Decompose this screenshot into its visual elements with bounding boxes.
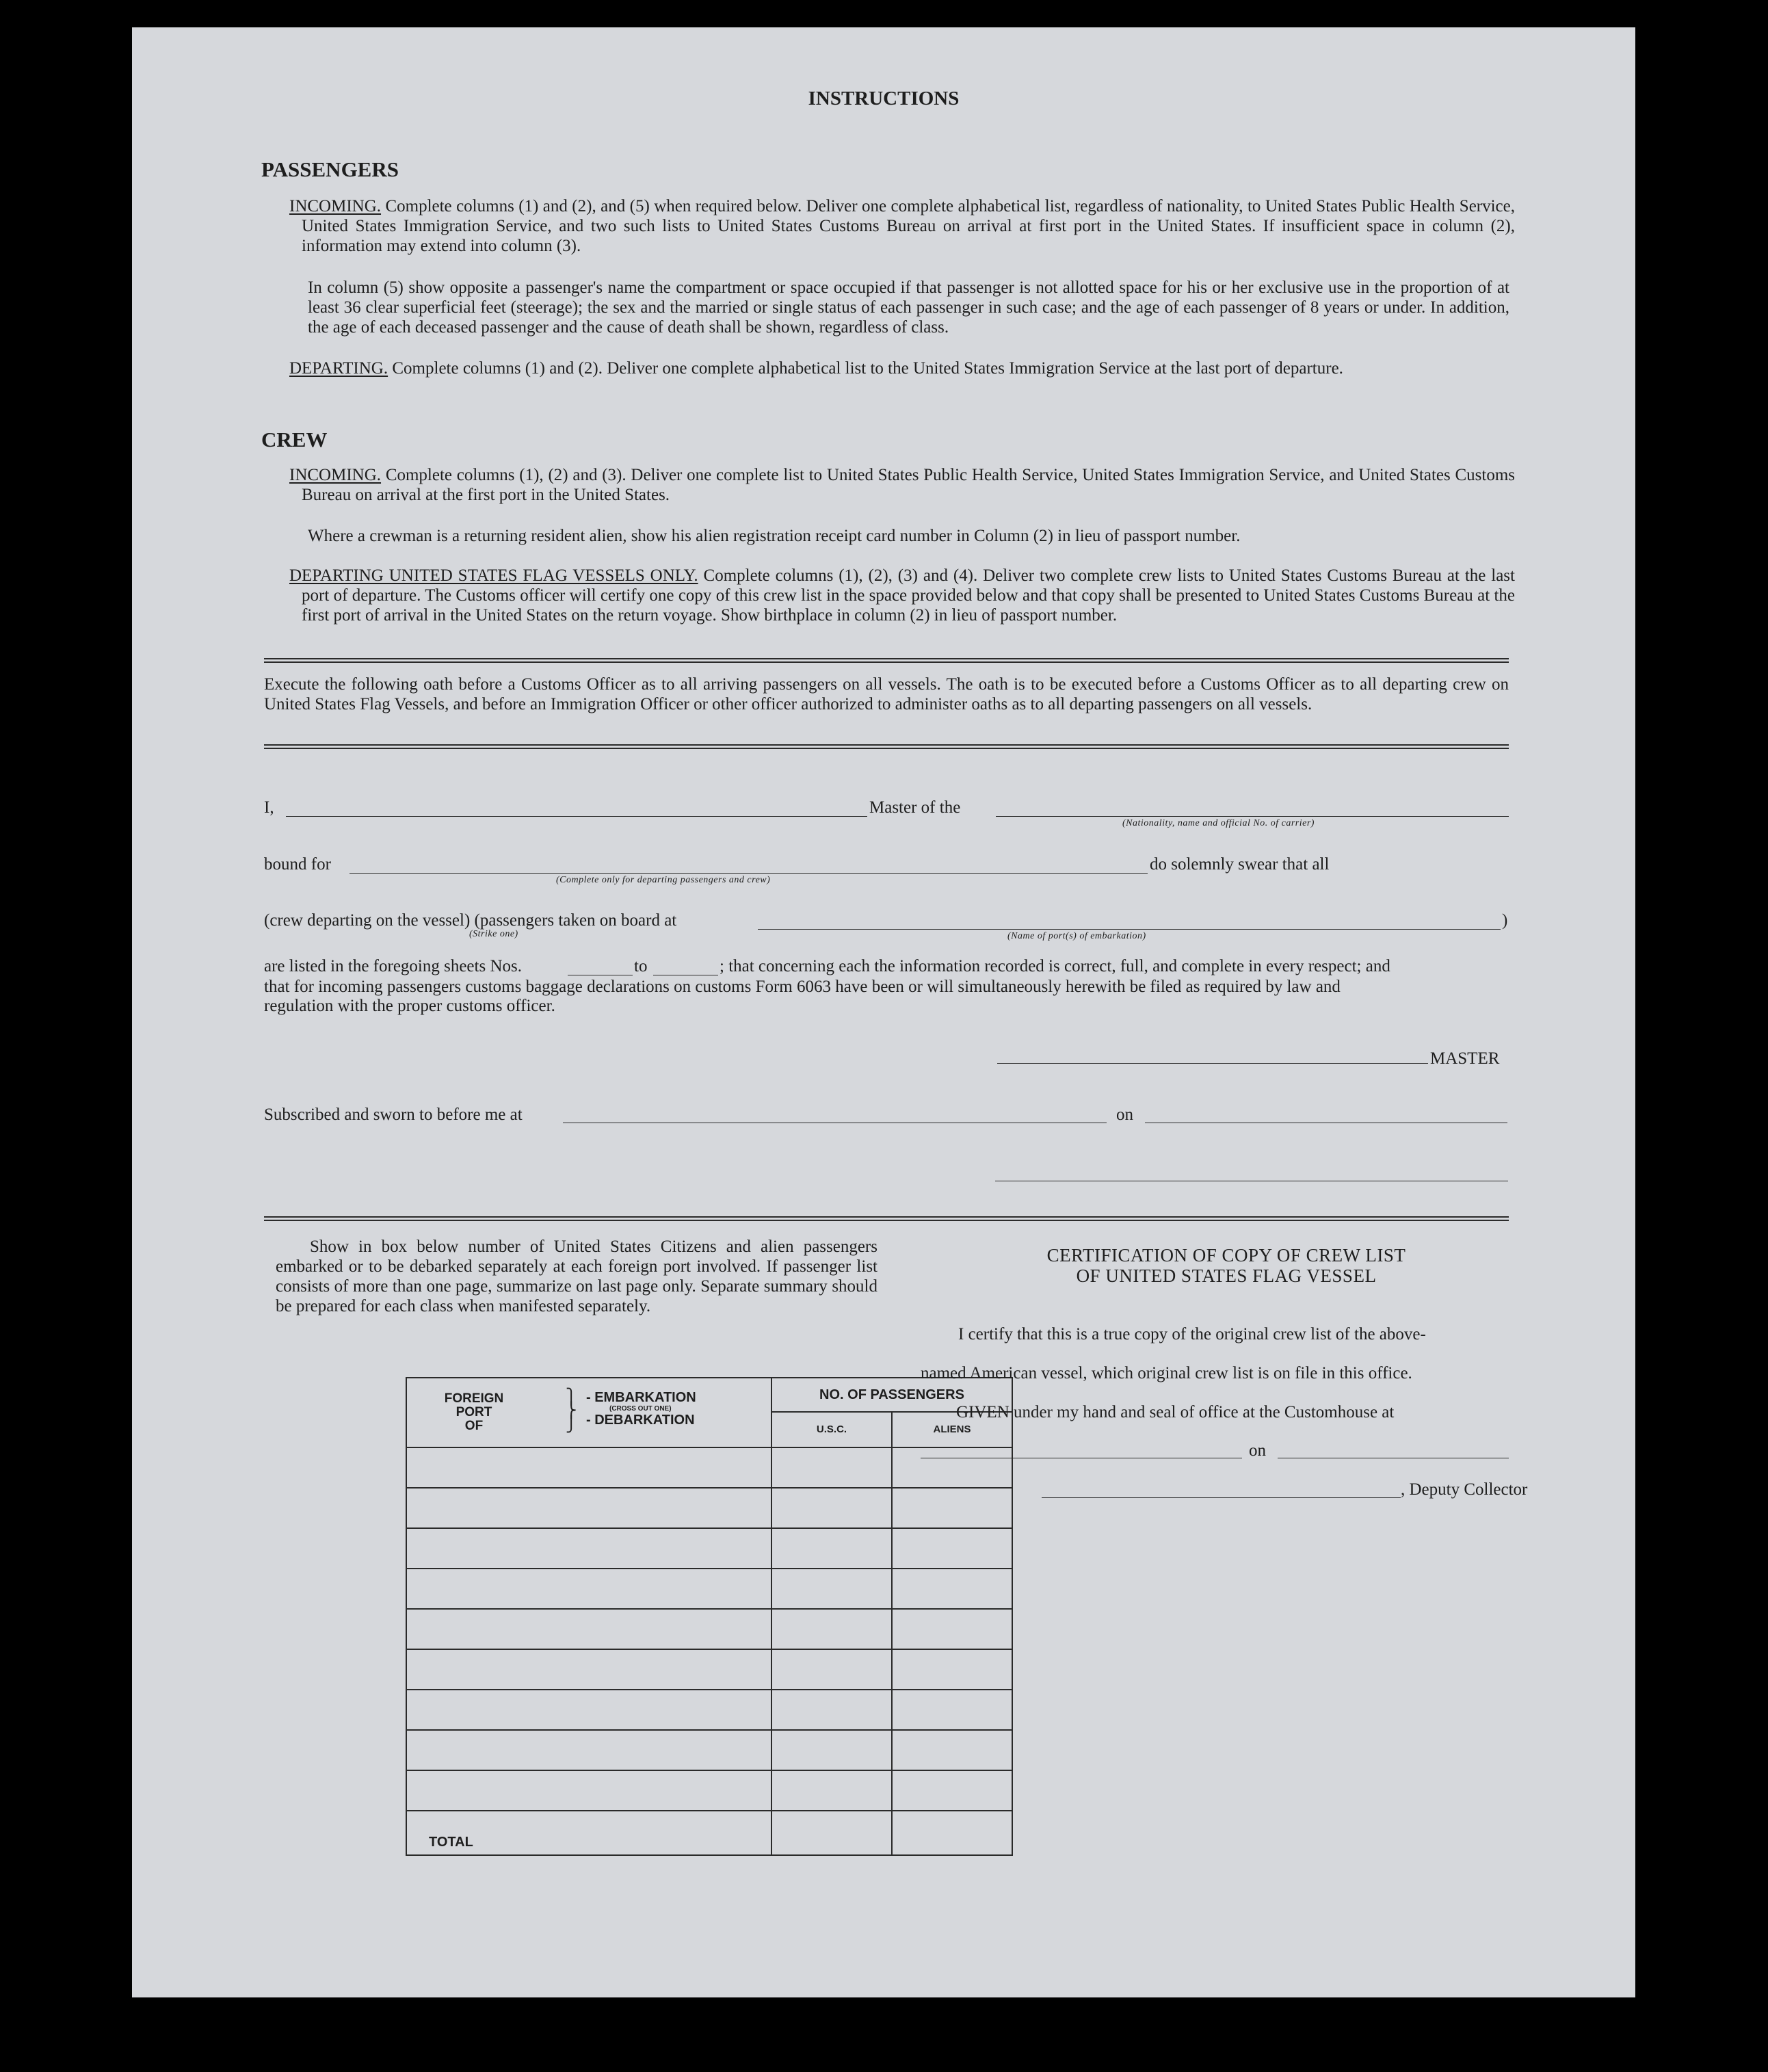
brace-icon: ⎫ ⎬ ⎭ <box>566 1389 577 1433</box>
form-page <box>132 27 1635 1997</box>
nationality-hint: (Nationality, name and official No. of carrier) <box>1122 818 1315 828</box>
port-cell[interactable] <box>406 1569 771 1609</box>
passengers-departing-text: Complete columns (1) and (2). Deliver one complete alphabetical list to the United States Immigration Service at the last port of departure. <box>392 359 1343 378</box>
port-cell[interactable] <box>406 1609 771 1649</box>
sworn-on-label: on <box>1116 1105 1133 1124</box>
usc-cell[interactable] <box>771 1488 892 1528</box>
divider <box>264 744 1509 749</box>
listed-start: are listed in the foregoing sheets Nos. <box>264 957 522 975</box>
given-line: GIVEN under my hand and seal of office at the Customhouse at <box>956 1403 1395 1421</box>
divider <box>264 1216 1509 1221</box>
crew-heading: CREW <box>261 428 328 451</box>
table-row <box>406 1609 1012 1649</box>
aliens-cell[interactable] <box>892 1649 1012 1690</box>
certification-heading-2: OF UNITED STATES FLAG VESSEL <box>1076 1266 1377 1286</box>
table-row <box>406 1447 1012 1488</box>
usc-total-cell[interactable] <box>771 1811 892 1855</box>
bound-for-field[interactable] <box>349 873 1148 874</box>
aliens-cell[interactable] <box>892 1528 1012 1569</box>
aliens-cell[interactable] <box>892 1730 1012 1770</box>
usc-cell[interactable] <box>771 1770 892 1811</box>
usc-header: U.S.C. <box>771 1412 892 1447</box>
passengers-incoming-text: Complete columns (1) and (2), and (5) when required below. Deliver one complete alphabetical list, regardless of nationality, to United States Public Health Service, United States Immigration Service, and two such lists to United States Customs Bureau on arrival at first port in the United States. If insufficient space in column (2), information may extend into column (3). <box>302 197 1516 255</box>
master-of-the-label: Master of the <box>869 798 961 817</box>
passengers-incoming-paragraph <box>289 196 1515 256</box>
complete-only-hint: (Complete only for departing passengers and crew) <box>556 875 771 885</box>
crew-incoming-label: INCOMING. <box>289 466 382 484</box>
strike-one-hint: (Strike one) <box>469 929 518 939</box>
certification-on-label: on <box>1249 1441 1266 1460</box>
embarkation-label: - EMBARKATION <box>586 1390 696 1405</box>
crew-resident-paragraph: Where a crewman is a returning resident alien, show his alien registration receipt card number in Column (2) in lieu of passport number. <box>308 527 1241 545</box>
usc-cell[interactable] <box>771 1649 892 1690</box>
foreign-label: FOREIGN <box>444 1391 504 1406</box>
subscribed-label: Subscribed and sworn to before me at <box>264 1105 523 1124</box>
usc-cell[interactable] <box>771 1730 892 1770</box>
table-row <box>406 1690 1012 1730</box>
port-cell[interactable] <box>406 1447 771 1488</box>
passengers-column5-paragraph: In column (5) show opposite a passenger's name the compartment or space occupied if that passenger is not allotted space for his or her exclusive use in the proportion of at least 36 clear superficial feet (steerage); the sex and the married or single status of each passenger in such case; and the age of each passenger of 8 years or under. In addition, the age of each deceased passenger and the cause of death shall be shown, regardless of class. <box>308 278 1509 337</box>
listed-rest-2: that for incoming passengers customs baggage declarations on customs Form 6063 have been or will simultaneously herewith be filed as required by law and <box>264 978 1341 996</box>
usc-cell[interactable] <box>771 1690 892 1730</box>
aliens-cell[interactable] <box>892 1690 1012 1730</box>
aliens-cell[interactable] <box>892 1770 1012 1811</box>
deputy-signature-field[interactable] <box>1042 1497 1401 1498</box>
port-cell[interactable] <box>406 1730 771 1770</box>
master-signature-field[interactable] <box>997 1063 1428 1064</box>
aliens-total-cell[interactable] <box>892 1811 1012 1855</box>
bound-for-label: bound for <box>264 855 331 874</box>
total-row <box>406 1811 1012 1855</box>
summary-instructions: Show in box below number of United States Citizens and alien passengers embarked or to be debarked separately at each foreign port involved. If passenger list consists of more than one page, summarize on last page only. Separate summary should be prepared for each class when manifested separately. <box>276 1237 878 1315</box>
usc-cell[interactable] <box>771 1609 892 1649</box>
oath-instruction: Execute the following oath before a Customs Officer as to all arriving passengers on all vessels. The oath is to be executed before a Customs Officer as to all departing crew on United States Flag Vessels, and before an Immigration Officer or other officer authorized to administer oaths as to all departing passengers on all vessels. <box>264 675 1509 713</box>
listed-rest-1: ; that concerning each the information recorded is correct, full, and complete in every respect; and <box>720 957 1390 975</box>
port-cell[interactable] <box>406 1690 771 1730</box>
close-paren: ) <box>1502 911 1508 930</box>
passenger-summary-table <box>406 1377 1013 1856</box>
master-name-field[interactable] <box>286 816 867 817</box>
aliens-cell[interactable] <box>892 1609 1012 1649</box>
deputy-collector-label: , Deputy Collector <box>1401 1480 1528 1499</box>
ports-hint: (Name of port(s) of embarkation) <box>1007 931 1146 941</box>
aliens-cell[interactable] <box>892 1447 1012 1488</box>
certify-line-2: named American vessel, which original crew list is on file in this office. <box>921 1364 1412 1382</box>
swear-label: do solemnly swear that all <box>1150 855 1330 874</box>
crew-departing-paragraph <box>289 566 1515 625</box>
debarkation-label: - DEBARKATION <box>586 1413 695 1428</box>
table-row <box>406 1649 1012 1690</box>
of-label: OF <box>464 1419 484 1433</box>
crew-passengers-label: (crew departing on the vessel) (passengers taken on board at <box>264 911 677 930</box>
to-label: to <box>634 957 648 975</box>
cross-out-label: (CROSS OUT ONE) <box>609 1405 672 1413</box>
divider <box>264 658 1509 663</box>
usc-cell[interactable] <box>771 1447 892 1488</box>
table-row <box>406 1488 1012 1528</box>
aliens-cell[interactable] <box>892 1488 1012 1528</box>
aliens-cell[interactable] <box>892 1569 1012 1609</box>
oath-i-label: I, <box>264 798 274 817</box>
page-title: INSTRUCTIONS <box>808 88 960 109</box>
table-row <box>406 1770 1012 1811</box>
passengers-departing-label: DEPARTING. <box>289 359 388 378</box>
port-cell[interactable] <box>406 1649 771 1690</box>
master-label: MASTER <box>1430 1049 1500 1068</box>
port-label: PORT <box>456 1405 492 1419</box>
no-of-passengers-header: NO. OF PASSENGERS <box>771 1378 1012 1412</box>
port-cell[interactable] <box>406 1488 771 1528</box>
passengers-incoming-label: INCOMING. <box>289 197 382 215</box>
port-cell[interactable] <box>406 1770 771 1811</box>
usc-cell[interactable] <box>771 1569 892 1609</box>
port-cell[interactable] <box>406 1528 771 1569</box>
certification-heading-1: CERTIFICATION OF COPY OF CREW LIST <box>1046 1245 1406 1266</box>
crew-incoming-text: Complete columns (1), (2) and (3). Deliver one complete list to United States Public Health Service, United States Immigration Service, and United States Customs Bureau on arrival at the first port in the United States. <box>302 466 1516 504</box>
aliens-header: ALIENS <box>892 1412 1012 1447</box>
crew-departing-label: DEPARTING UNITED STATES FLAG VESSELS ONLY. <box>289 566 698 585</box>
port-header <box>406 1378 771 1447</box>
passengers-heading: PASSENGERS <box>261 157 399 181</box>
certify-line-1: I certify that this is a true copy of the original crew list of the above- <box>958 1325 1426 1343</box>
carrier-field[interactable] <box>996 816 1509 817</box>
usc-cell[interactable] <box>771 1528 892 1569</box>
passengers-departing-paragraph <box>289 358 1515 378</box>
table-row <box>406 1730 1012 1770</box>
crew-departing-text: Complete columns (1), (2), (3) and (4). Deliver two complete crew lists to United States Customs Bureau at the last port of departure. The Customs officer will certify one copy of this crew list in the space provided below and that copy shall be presented to United States Customs Bureau at the first port of arrival in the United States on the return voyage. Show birthplace in column (2) in lieu of passport number. <box>302 566 1515 625</box>
crew-incoming-paragraph <box>289 465 1515 505</box>
listed-rest-3: regulation with the proper customs officer. <box>264 997 555 1015</box>
total-label-cell: TOTAL <box>406 1811 771 1855</box>
embarkation-ports-field[interactable] <box>758 929 1501 930</box>
table-row <box>406 1569 1012 1609</box>
table-row <box>406 1528 1012 1569</box>
